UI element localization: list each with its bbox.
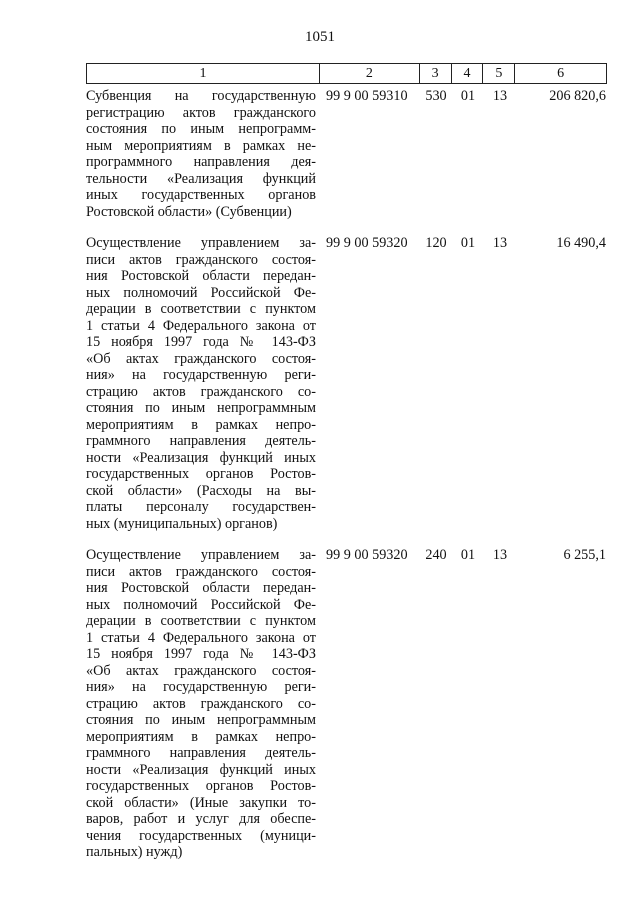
description-line: Ростовской области» (Субвенции) (86, 203, 292, 220)
description-line: 15 ноября 1997 года № 143-ФЗ (86, 646, 316, 662)
description-line: дерации в соответствии с пунктом (86, 613, 316, 629)
description-line: ния» на государственную реги- (86, 367, 316, 383)
description-line: стояния по иным непрограммным (86, 400, 316, 416)
row-pr: 13 (492, 88, 508, 104)
description-line: 1 статьи 4 Федерального закона от (86, 629, 316, 646)
description-line: ния» на государственную реги- (86, 679, 316, 695)
description-line: ской области» (Расходы на вы- (86, 482, 316, 499)
row-pr: 13 (492, 235, 508, 251)
row-rz: 01 (460, 547, 476, 563)
description-line: «Об актах гражданского состоя- (86, 662, 316, 679)
row-description (86, 547, 320, 861)
description-line: регистрацию актов гражданского (86, 104, 316, 121)
description-line: Осуществление управлением за- (86, 235, 316, 251)
description-line: ных полномочий Российской Фе- (86, 284, 316, 301)
description-line: «Об актах гражданского состоя- (86, 350, 316, 367)
description-line: писи актов гражданского состоя- (86, 251, 316, 268)
row-pr: 13 (492, 547, 508, 563)
description-line: ных полномочий Российской Фе- (86, 596, 316, 613)
row-vr: 240 (425, 547, 447, 563)
description-line: состояния по иным непрограмм- (86, 121, 316, 137)
row-sum: 16 490,4 (556, 235, 606, 251)
description-line: Осуществление управлением за- (86, 547, 316, 563)
header-col-5: 5 (483, 64, 515, 83)
description-line: страцию актов гражданского со- (86, 695, 316, 712)
budget-table (86, 63, 607, 861)
description-line: ния Ростовской области передан- (86, 580, 316, 596)
header-col-1: 1 (87, 64, 320, 83)
description-line: ности «Реализация функций иных (86, 761, 316, 778)
description-line: платы персоналу государствен- (86, 499, 316, 515)
header-col-2: 2 (320, 64, 420, 83)
description-line: граммного направления деятель- (86, 433, 316, 449)
description-line: государственных органов Ростов- (86, 778, 316, 794)
row-rz: 01 (460, 88, 476, 104)
description-line: мероприятиям в рамках непро- (86, 416, 316, 433)
description-line: пальных) нужд) (86, 844, 183, 860)
description-line: ности «Реализация функций иных (86, 449, 316, 466)
table-row (86, 88, 607, 220)
description-line: чения государственных (муници- (86, 827, 316, 844)
row-vr: 530 (425, 88, 447, 104)
row-sum: 6 255,1 (563, 547, 606, 563)
description-line: тельности «Реализация функций (86, 170, 316, 187)
description-line: иных государственных органов (86, 187, 316, 203)
description-line: государственных органов Ростов- (86, 466, 316, 482)
description-line: писи актов гражданского состоя- (86, 563, 316, 580)
table-row (86, 547, 607, 861)
description-line: ния Ростовской области передан- (86, 268, 316, 284)
row-vr: 120 (425, 235, 447, 251)
table-row (86, 235, 607, 532)
description-line: 15 ноября 1997 года № 143-ФЗ (86, 334, 316, 350)
description-line: ных (муниципальных) органов) (86, 515, 278, 532)
description-line: программного направления дея- (86, 154, 316, 170)
row-code: 99 9 00 59310 (326, 88, 408, 104)
description-line: страцию актов гражданского со- (86, 383, 316, 400)
row-code: 99 9 00 59320 (326, 547, 408, 563)
table-body (86, 88, 607, 861)
row-rz: 01 (460, 235, 476, 251)
row-description (86, 235, 320, 532)
description-line: ным мероприятиям в рамках не- (86, 137, 316, 154)
description-line: ской области» (Иные закупки то- (86, 794, 316, 811)
page-number: 1051 (305, 29, 335, 45)
description-line: дерации в соответствии с пунктом (86, 301, 316, 317)
description-line: 1 статьи 4 Федерального закона от (86, 317, 316, 334)
description-line: стояния по иным непрограммным (86, 712, 316, 728)
header-col-6: 6 (557, 66, 565, 81)
description-line: мероприятиям в рамках непро- (86, 728, 316, 745)
description-line: граммного направления деятель- (86, 745, 316, 761)
row-sum: 206 820,6 (549, 88, 606, 104)
row-code: 99 9 00 59320 (326, 235, 408, 251)
header-col-4: 4 (452, 64, 484, 83)
row-description (86, 88, 320, 220)
header-col-3: 3 (420, 64, 452, 83)
description-line: Субвенция на государственную (86, 88, 316, 104)
table-header-row (86, 63, 607, 84)
description-line: варов, работ и услуг для обеспе- (86, 811, 316, 827)
